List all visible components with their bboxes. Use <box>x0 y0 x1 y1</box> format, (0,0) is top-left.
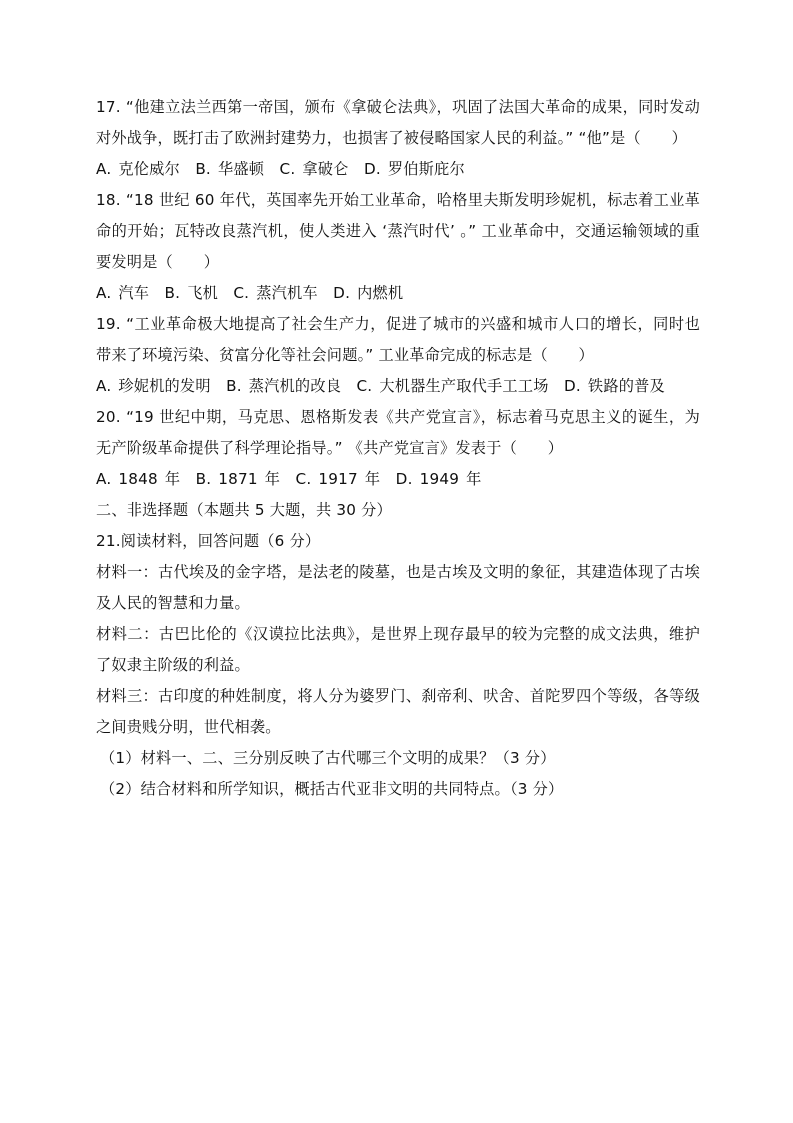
section-heading: 二、非选择题（本题共 5 大题，共 30 分） <box>96 501 392 519</box>
question-17-options: A. 克伦威尔 B. 华盛顿 C. 拿破仑 D. 罗伯斯庇尔 <box>96 160 465 178</box>
material-3: 材料三：古印度的种姓制度，将人分为婆罗门、刹帝利、吠舍、首陀罗四个等级，各等级之间贵贱分明，世代相袭。 <box>96 687 700 736</box>
question-21-title: 21.阅读材料，回答问题（6 分） <box>96 532 321 550</box>
question-19-stem: 19. “工业革命极大地提高了社会生产力，促进了城市的兴盛和城市人口的增长，同时也带来了环境污染、贫富分化等社会问题。” 工业革命完成的标志是（ ） <box>96 315 700 364</box>
question-18-options: A. 汽车 B. 飞机 C. 蒸汽机车 D. 内燃机 <box>96 284 404 302</box>
question-17-stem: 17. “他建立法兰西第一帝国，颁布《拿破仑法典》，巩固了法国大革命的成果，同时发动对外战争，既打击了欧洲封建势力，也损害了被侵略国家人民的利益。” “他”是（ ） <box>96 98 700 147</box>
material-2: 材料二：古巴比伦的《汉谟拉比法典》，是世界上现存最早的较为完整的成文法典，维护了奴隶主阶级的利益。 <box>96 625 700 674</box>
question-18-stem: 18. “18 世纪 60 年代，英国率先开始工业革命，哈格里夫斯发明珍妮机，标志着工业革命的开始；瓦特改良蒸汽机，使人类进入 ‘蒸汽时代’ 。” 工业革命中，交通运输领域的重要发明是（ ） <box>96 191 700 271</box>
sub-question-2: （2）结合材料和所学知识，概括古代亚非文明的共同特点。（3 分） <box>100 780 564 798</box>
material-1: 材料一：古代埃及的金字塔，是法老的陵墓，也是古埃及文明的象征，其建造体现了古埃及人民的智慧和力量。 <box>96 563 700 612</box>
question-19-options: A. 珍妮机的发明 B. 蒸汽机的改良 C. 大机器生产取代手工工场 D. 铁路的普及 <box>96 377 665 395</box>
question-20-stem: 20. “19 世纪中期，马克思、恩格斯发表《共产党宣言》，标志着马克思主义的诞生，为无产阶级革命提供了科学理论指导。” 《共产党宣言》发表于（ ） <box>96 408 700 457</box>
question-20-options: A. 1848 年 B. 1871 年 C. 1917 年 D. 1949 年 <box>96 470 482 488</box>
page-content <box>96 92 700 805</box>
sub-question-1: （1）材料一、二、三分别反映了古代哪三个文明的成果？（3 分） <box>100 749 556 767</box>
